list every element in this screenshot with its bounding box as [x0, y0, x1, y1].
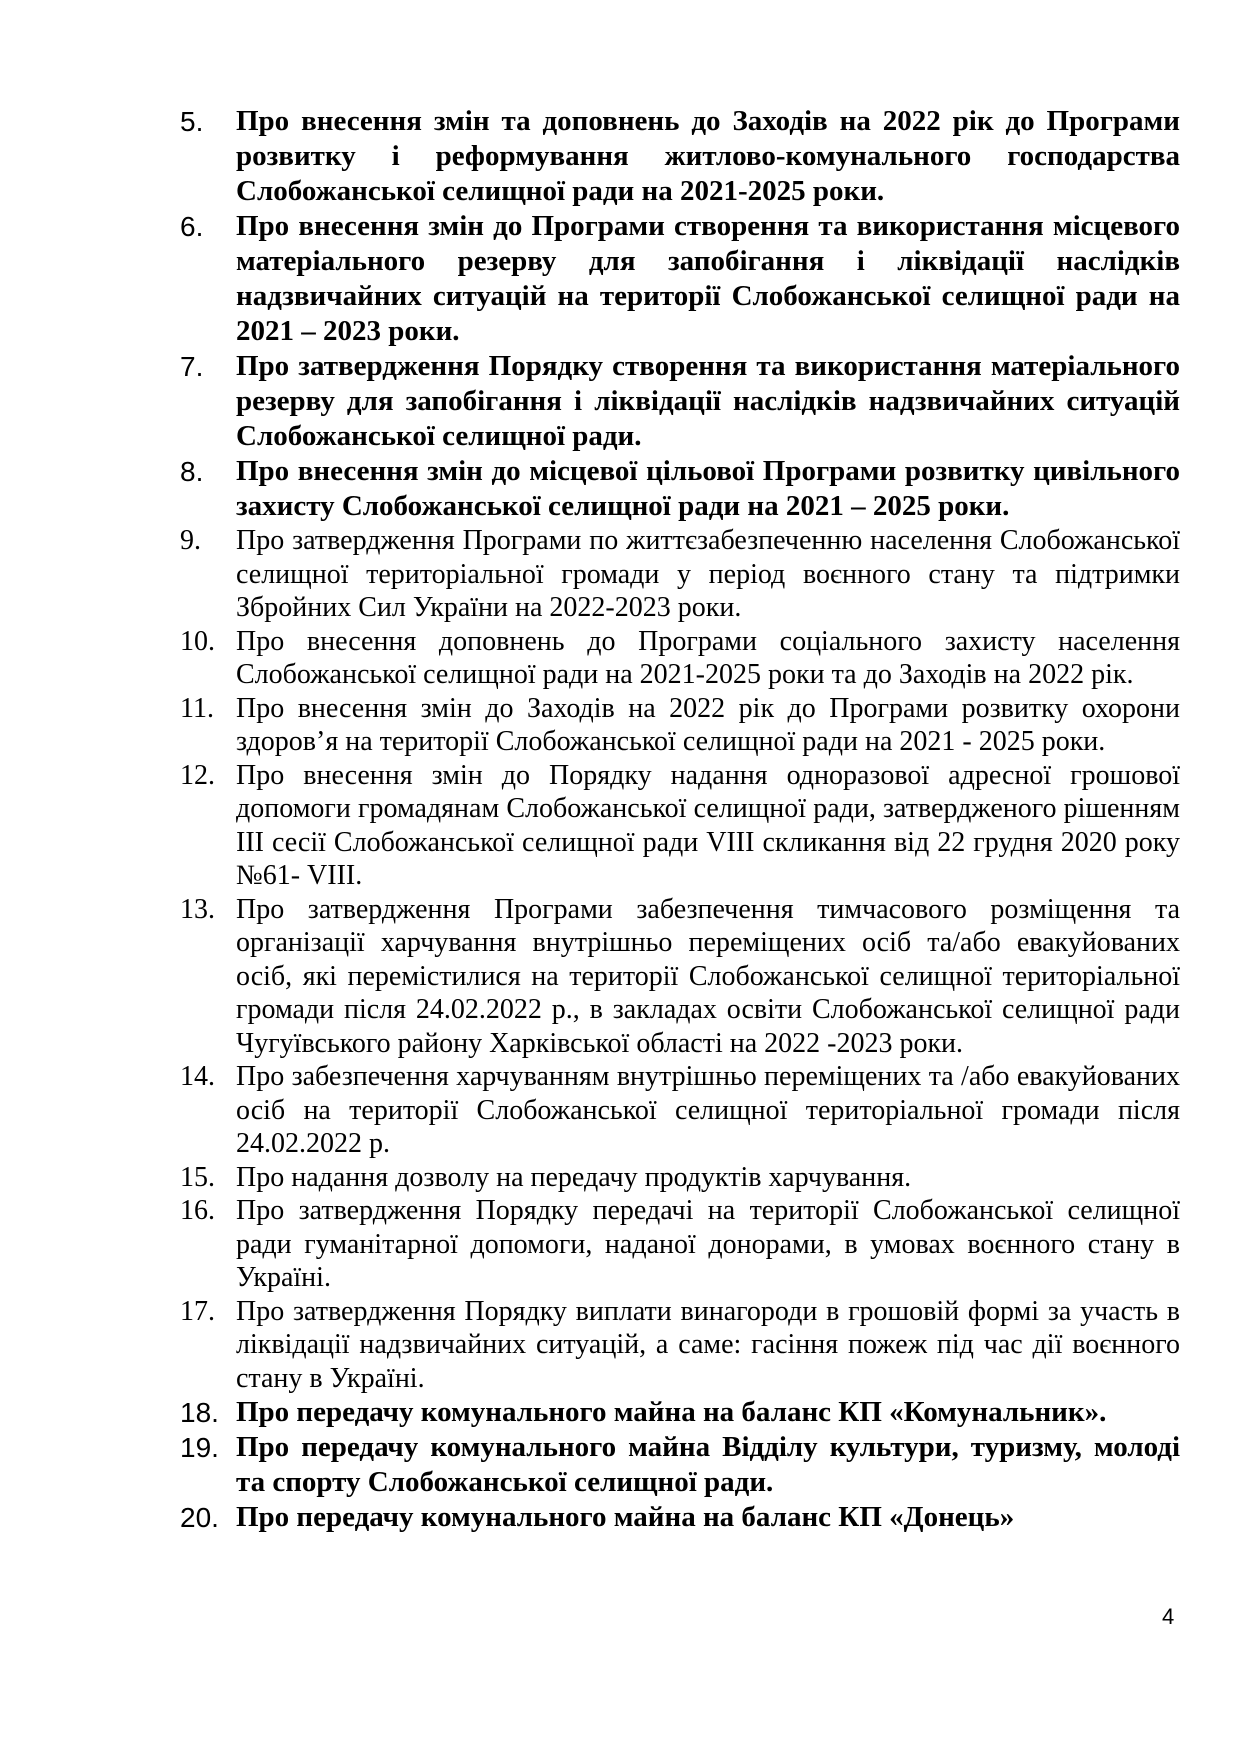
page-number: 4 — [1162, 1604, 1175, 1629]
agenda-item — [180, 1161, 1180, 1195]
agenda-item-number: 13. — [180, 893, 215, 925]
agenda-item — [180, 454, 1180, 524]
agenda-item-text: Про внесення змін та доповнень до Заходів на 2022 рік до Програми розвитку і реформування житлово-комунального господарства Слобожанської селищної ради на 2021-2025 роки. — [236, 105, 1180, 207]
agenda-item — [180, 1060, 1180, 1161]
agenda-item-number: 17. — [180, 1295, 215, 1327]
agenda-item-text: Про затвердження Програми забезпечення тимчасового розміщення та організації харчування внутрішньо переміщених осіб та/або евакуйованих осіб, які перемістилися на території Слобожанської селищної територіальної громади після 24.02.2022 р., в закладах освіти Слобожанської селищної ради Чугуївського району Харківської області на 2022 -2023 роки. — [236, 893, 1180, 1059]
agenda-item-text: Про передачу комунального майна на баланс КП «Комунальник». — [236, 1396, 1107, 1428]
agenda-item-number: 18. — [180, 1397, 219, 1428]
agenda-item-number: 11. — [180, 692, 214, 724]
agenda-item-number: 9. — [180, 525, 201, 556]
agenda-item-text: Про внесення змін до місцевої цільової Програми розвитку цивільного захисту Слобожанської селищної ради на 2021 – 2025 роки. — [236, 455, 1180, 522]
agenda-item-number: 10. — [180, 625, 215, 657]
agenda-item-text: Про внесення доповнень до Програми соціального захисту населення Слобожанської селищної ради на 2021-2025 роки та до Заходів на 2022 рік. — [236, 625, 1180, 690]
agenda-item-number: 5. — [180, 106, 204, 137]
agenda-item-text: Про внесення змін до Заходів на 2022 рік до Програми розвитку охорони здоров’я на території Слобожанської селищної ради на 2021 - 2025 роки. — [236, 692, 1180, 757]
agenda-item-text: Про передачу комунального майна на баланс КП «Донець» — [236, 1501, 1015, 1533]
agenda-item-number: 8. — [180, 456, 204, 487]
agenda-item-text: Про внесення змін до Порядку надання одноразової адресної грошової допомоги громадянам Слобожанської селищної ради, затвердженого рішенням ІІІ сесії Слобожанської селищної ради VIII скликання від 22 грудня 2020 року №61- VIII. — [236, 759, 1180, 891]
agenda-item-number: 16. — [180, 1195, 215, 1226]
agenda-item — [180, 692, 1180, 759]
agenda-item — [180, 893, 1180, 1061]
agenda-item — [180, 209, 1180, 349]
agenda-item-number: 12. — [180, 759, 215, 791]
agenda-item — [180, 1430, 1180, 1500]
agenda-item-number: 19. — [180, 1432, 219, 1463]
agenda-item-text: Про внесення змін до Програми створення та використання місцевого матеріального резерву для запобігання і ліквідації наслідків надзвичайних ситуацій на території Слобожанської селищної ради на 2021 – 2023 роки. — [236, 210, 1180, 347]
agenda-item — [180, 1500, 1180, 1535]
agenda-item — [180, 1194, 1180, 1295]
agenda-item — [180, 349, 1180, 454]
agenda-item-number: 20. — [180, 1502, 219, 1533]
agenda-item-text: Про надання дозволу на передачу продуктів харчування. — [236, 1161, 912, 1193]
agenda-item — [180, 1295, 1180, 1396]
agenda-item — [180, 759, 1180, 893]
agenda-item-number: 6. — [180, 211, 204, 242]
agenda-item-text: Про затвердження Порядку передачі на території Слобожанської селищної ради гуманітарної допомоги, наданої донорами, в умовах воєнного стану в Україні. — [236, 1195, 1180, 1293]
agenda-item-number: 7. — [180, 351, 204, 382]
agenda-item-text: Про передачу комунального майна Відділу культури, туризму, молоді та спорту Слобожанської селищної ради. — [236, 1431, 1180, 1498]
agenda-item-text: Про затвердження Порядку створення та використання матеріального резерву для запобігання і ліквідації наслідків надзвичайних ситуацій Слобожанської селищної ради. — [236, 350, 1180, 452]
agenda-item-text: Про забезпечення харчуванням внутрішньо переміщених та /або евакуйованих осіб на території Слобожанської селищної територіальної громади після 24.02.2022 р. — [236, 1061, 1180, 1159]
agenda-item — [180, 625, 1180, 692]
agenda-list — [180, 104, 1180, 1535]
agenda-item — [180, 524, 1180, 625]
agenda-item-number: 15. — [180, 1161, 215, 1193]
agenda-item — [180, 104, 1180, 209]
agenda-item-number: 14. — [180, 1061, 215, 1092]
agenda-item — [180, 1395, 1180, 1430]
agenda-item-text: Про затвердження Порядку виплати винагороди в грошовій формі за участь в ліквідації надзвичайних ситуацій, а саме: гасіння пожеж під час дії воєнного стану в Україні. — [236, 1295, 1180, 1394]
agenda-item-text: Про затвердження Програми по життєзабезпеченню населення Слобожанської селищної територіальної громади у період воєнного стану та підтримки Збройних Сил України на 2022-2023 роки. — [236, 525, 1180, 623]
